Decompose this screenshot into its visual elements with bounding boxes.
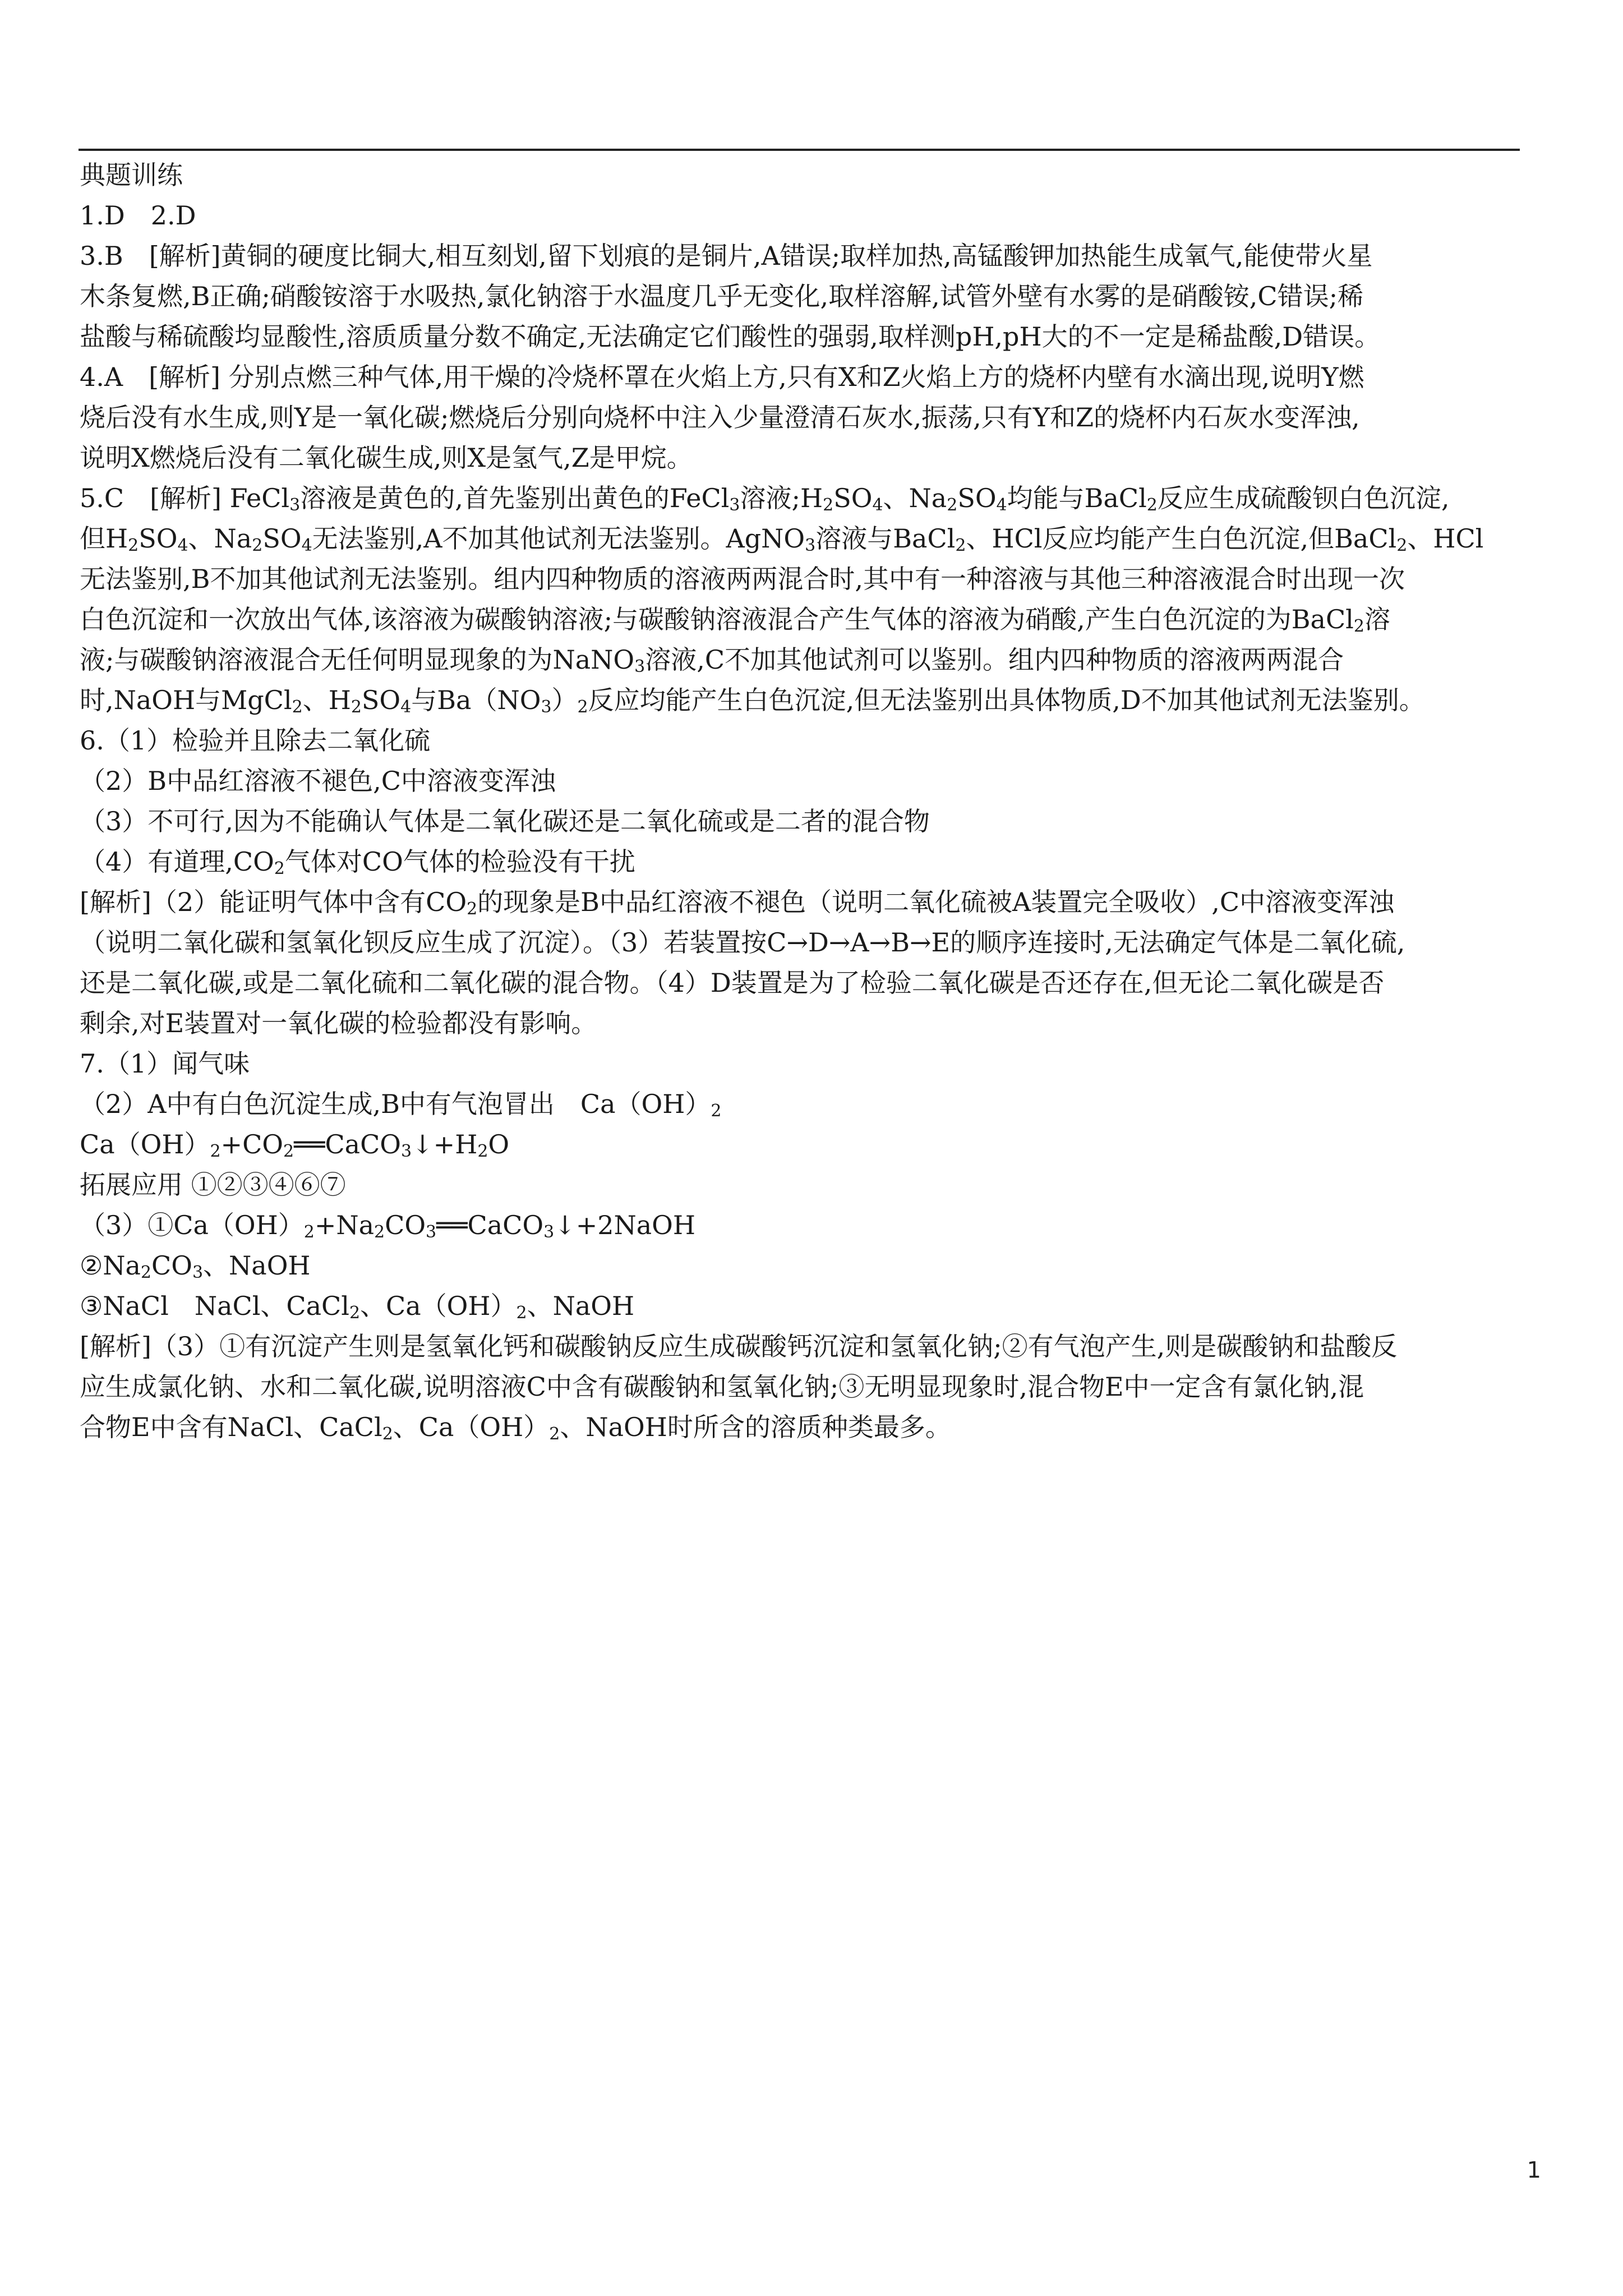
answer-line: 烧后没有水生成,则Y是一氧化碳;燃烧后分别向烧杯中注入少量澄清石灰水,振荡,只有Y和Z的烧杯内石灰水变浑浊, bbox=[80, 402, 1360, 432]
answer-line: 无法鉴别,B不加其他试剂无法鉴别。组内四种物质的溶液两两混合时,其中有一种溶液与其他三种溶液混合时出现一次 bbox=[80, 564, 1405, 594]
answer-line: ③NaCl NaCl、CaCl$_2$、$Ca(OH)_2$、NaOH bbox=[80, 1291, 635, 1323]
top-rule bbox=[79, 149, 1520, 151]
answer-line: 5.C [解析] FeCl$_3$溶液是黄色的,首先鉴别出黄色的FeCl$_3$溶液$;H_2SO_4$、$Na_2SO_4$均能与BaCl$_2$反应生成硫酸钡白色沉淀, bbox=[80, 483, 1450, 515]
answer-line: 还是二氧化碳,或是二氧化硫和二氧化碳的混合物。（4）D装置是为了检验二氧化碳是否还存在,但无论二氧化碳是否 bbox=[80, 968, 1385, 998]
answer-line: 液;与碳酸钠溶液混合无任何明显现象的为NaNO$_3$溶液,C不加其他试剂可以鉴别。组内四种物质的溶液两两混合 bbox=[80, 645, 1344, 677]
answer-line: （4）有道理$,CO_2$气体对CO气体的检验没有干扰 bbox=[80, 846, 635, 878]
answer-line: （2）A中有白色沉淀生成,B中有气泡冒出 $Ca(OH)_2$ bbox=[80, 1089, 722, 1121]
answer-line: 6.（1）检验并且除去二氧化硫 bbox=[80, 725, 431, 756]
answer-line: $②Na_2CO_3$、NaOH bbox=[80, 1250, 311, 1282]
answer-line: 拓展应用 ①②③④⑥⑦ bbox=[80, 1170, 346, 1200]
answer-line: （说明二氧化碳和氢氧化钡反应生成了沉淀）。（3）若装置按C→D→A→B→E的顺序连接时,无法确定气体是二氧化硫, bbox=[80, 927, 1405, 958]
answer-line: 但$H_2SO_4$、$Na_2SO_4$无法鉴别,A不加其他试剂无法鉴别。AgNO$_3$溶液与BaCl$_2$、HCl反应均能产生白色沉淀,但BaCl$_2$、HCl bbox=[80, 523, 1484, 555]
equation-line: $(3)①Ca(OH)_2+Na_2CO_3══CaCO_3↓+2NaOH$ bbox=[80, 1210, 696, 1242]
section-heading: 典题训练 bbox=[80, 160, 183, 190]
answer-line: 应生成氯化钠、水和二氧化碳,说明溶液C中含有碳酸钠和氢氧化钠;③无明显现象时,混合物E中一定含有氯化钠,混 bbox=[80, 1372, 1364, 1402]
answer-line: （3）不可行,因为不能确认气体是二氧化碳还是二氧化硫或是二者的混合物 bbox=[80, 806, 930, 836]
answer-line: 盐酸与稀硫酸均显酸性,溶质质量分数不确定,无法确定它们酸性的强弱,取样测pH,pH大的不一定是稀盐酸,D错误。 bbox=[80, 321, 1381, 352]
answer-line: [解析]（2）能证明气体中含有$CO_2$的现象是B中品红溶液不褪色（说明二氧化硫被A装置完全吸收）,C中溶液变浑浊 bbox=[80, 887, 1395, 919]
answer-line: [解析]（3）①有沉淀产生则是氢氧化钙和碳酸钠反应生成碳酸钙沉淀和氢氧化钠;②有气泡产生,则是碳酸钠和盐酸反 bbox=[80, 1331, 1398, 1361]
answer-line: 1.D 2.D bbox=[80, 200, 196, 231]
answer-line: 3.B [解析]黄铜的硬度比铜大,相互刻划,留下划痕的是铜片,A错误;取样加热,高锰酸钾加热能生成氧气,能使带火星 bbox=[80, 241, 1373, 271]
page-number: 1 bbox=[1527, 2157, 1541, 2183]
answer-line: 说明X燃烧后没有二氧化碳生成,则X是氢气,Z是甲烷。 bbox=[80, 443, 693, 473]
answer-line: 7.（1）闻气味 bbox=[80, 1048, 250, 1079]
answer-line: 白色沉淀和一次放出气体,该溶液为碳酸钠溶液;与碳酸钠溶液混合产生气体的溶液为硝酸,产生白色沉淀的为BaCl$_2$溶 bbox=[80, 604, 1390, 636]
answer-line: 合物E中含有NaCl、CaCl$_2$、$Ca(OH)_2$、NaOH时所含的溶质种类最多。 bbox=[80, 1412, 951, 1444]
answer-line: 剩余,对E装置对一氧化碳的检验都没有影响。 bbox=[80, 1008, 597, 1038]
answer-content bbox=[80, 155, 1520, 1447]
answer-line: 4.A [解析] 分别点燃三种气体,用干燥的冷烧杯罩在火焰上方,只有X和Z火焰上方的烧杯内壁有水滴出现,说明Y燃 bbox=[80, 362, 1364, 392]
answer-line: （2）B中品红溶液不褪色,C中溶液变浑浊 bbox=[80, 766, 556, 796]
answer-line: 木条复燃,B正确;硝酸铵溶于水吸热,氯化钠溶于水温度几乎无变化,取样溶解,试管外壁有水雾的是硝酸铵,C错误;稀 bbox=[80, 281, 1364, 311]
equation-line: $Ca(OH)_2+CO_2══CaCO_3↓+H_2O$ bbox=[80, 1129, 510, 1161]
answer-line: 时,NaOH与MgCl$_2$、$H_2SO_4$与$Ba(NO_3)_2$反应均能产生白色沉淀,但无法鉴别出具体物质,D不加其他试剂无法鉴别。 bbox=[80, 685, 1425, 717]
